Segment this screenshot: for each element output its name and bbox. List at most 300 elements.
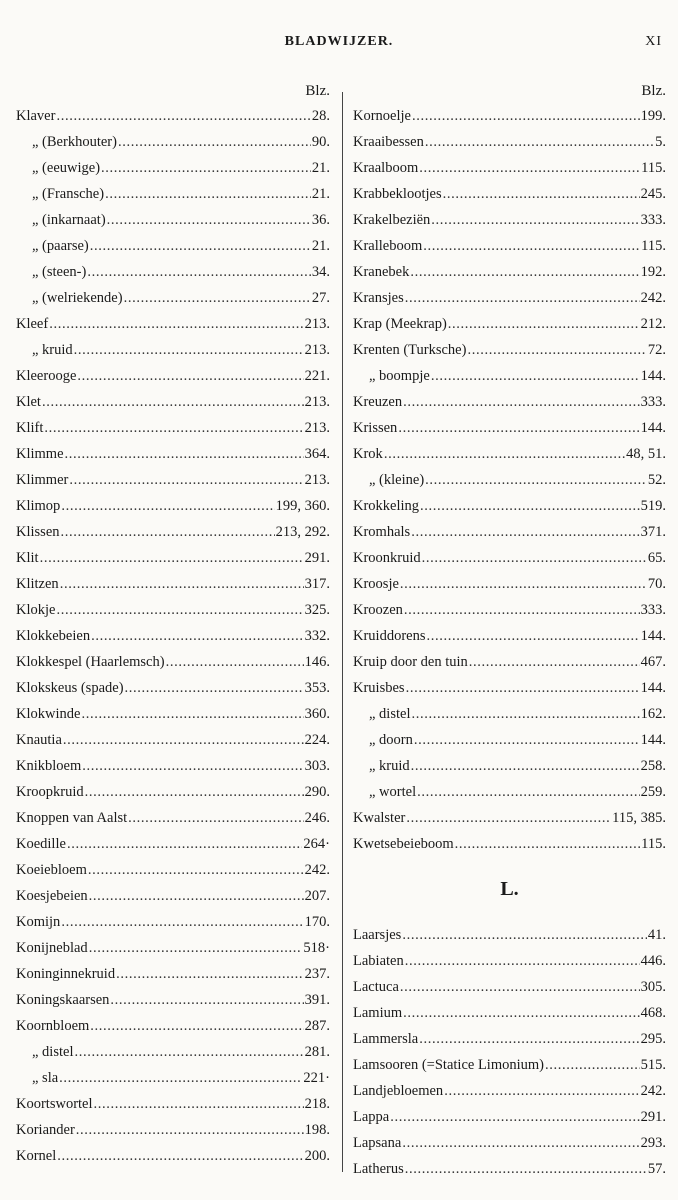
index-entry (353, 701, 666, 727)
entry-page-number: 290. (304, 784, 330, 800)
entry-name: „ (paarse) (32, 238, 89, 254)
index-entry (353, 415, 666, 441)
entry-name: „ sla (32, 1070, 59, 1086)
index-column-right (353, 79, 666, 1182)
index-entry (353, 103, 666, 129)
dot-leader (384, 441, 625, 467)
dot-leader (77, 363, 303, 389)
index-entry (353, 675, 666, 701)
dot-leader (405, 285, 640, 311)
entry-page-number: 391. (304, 992, 330, 1008)
entry-name: Kruisbes (353, 680, 405, 696)
dot-leader (469, 649, 640, 675)
index-entry (16, 155, 330, 181)
dot-leader (65, 441, 304, 467)
entry-name: „ (Fransche) (32, 186, 105, 202)
entry-page-number: 333. (640, 602, 666, 618)
entry-page-number: 192. (640, 264, 666, 280)
index-entry (16, 389, 330, 415)
dot-leader (125, 675, 304, 701)
entry-name: Klissen (16, 524, 60, 540)
entry-page-number: 144. (640, 680, 666, 696)
dot-leader (402, 1130, 639, 1156)
entry-page-number: 221. (304, 368, 330, 384)
dot-leader (59, 1065, 302, 1091)
index-entry (16, 1013, 330, 1039)
entry-page-number: 303. (304, 758, 330, 774)
entry-name: Krissen (353, 420, 398, 436)
dot-leader (40, 545, 304, 571)
entry-name: Kleerooge (16, 368, 77, 384)
dot-leader (405, 948, 640, 974)
entry-page-number: 213. (304, 394, 330, 410)
index-entry (353, 571, 666, 597)
dot-leader (403, 389, 640, 415)
index-entry (16, 701, 330, 727)
index-entry (353, 597, 666, 623)
entry-name: Klimop (16, 498, 61, 514)
dot-leader (88, 857, 304, 883)
index-entry (16, 597, 330, 623)
dot-leader (431, 207, 639, 233)
entry-name: Kwetsebeieboom (353, 836, 454, 852)
index-entry (353, 519, 666, 545)
index-entry (16, 181, 330, 207)
index-entry (16, 675, 330, 701)
index-entry (353, 805, 666, 831)
entry-page-number: 242. (304, 862, 330, 878)
index-entry (353, 207, 666, 233)
entry-name: „ distel (32, 1044, 74, 1060)
dot-leader (412, 103, 640, 129)
index-entry (353, 1000, 666, 1026)
dot-leader (427, 623, 640, 649)
index-entry (353, 779, 666, 805)
entry-name: Klaver (16, 108, 56, 124)
entry-name: Klet (16, 394, 41, 410)
dot-leader (124, 285, 311, 311)
entry-page-number: 446. (640, 953, 666, 969)
dot-leader (94, 1091, 304, 1117)
section-letter-heading: L. (500, 878, 519, 900)
dot-leader (116, 961, 304, 987)
dot-leader (85, 779, 304, 805)
index-entry (16, 311, 330, 337)
entry-page-number: 515. (640, 1057, 666, 1073)
entry-page-number: 467. (640, 654, 666, 670)
index-entry (16, 545, 330, 571)
index-entry (16, 623, 330, 649)
index-entry (16, 207, 330, 233)
index-entry (353, 181, 666, 207)
entry-page-number: 21. (311, 160, 330, 176)
index-entry (16, 779, 330, 805)
entry-name: Krok (353, 446, 383, 462)
entry-name: Konijneblad (16, 940, 88, 956)
dot-leader (443, 181, 640, 207)
entry-name: „ (inkarnaat) (32, 212, 106, 228)
index-entry (16, 831, 330, 857)
entry-page-number: 246. (304, 810, 330, 826)
entry-page-number: 28. (311, 108, 330, 124)
index-entry (353, 285, 666, 311)
entry-name: Koornbloem (16, 1018, 90, 1034)
dot-leader (101, 155, 311, 181)
index-entry (353, 1130, 666, 1156)
dot-leader (128, 805, 303, 831)
dot-leader (406, 675, 640, 701)
entry-name: Lactuca (353, 979, 399, 995)
entry-page-number: 221· (303, 1070, 330, 1086)
entry-page-number: 519. (640, 498, 666, 514)
dot-leader (411, 701, 639, 727)
entry-page-number: 36. (311, 212, 330, 228)
entry-name: Klokkebeien (16, 628, 91, 644)
dot-leader (414, 727, 640, 753)
column-header-blz: Blz. (641, 83, 666, 99)
entry-name: „ distel (369, 706, 411, 722)
dot-leader (400, 571, 647, 597)
dot-leader (49, 311, 303, 337)
dot-leader (105, 181, 311, 207)
index-entry (353, 363, 666, 389)
dot-leader (61, 493, 274, 519)
dot-leader (425, 129, 654, 155)
index-entry (353, 545, 666, 571)
entry-name: Krokkeling (353, 498, 420, 514)
entry-page-number: 333. (640, 212, 666, 228)
index-entry (353, 441, 666, 467)
entry-page-number: 264· (303, 836, 330, 852)
entry-name: Knoppen van Aalst (16, 810, 128, 826)
index-entry (16, 337, 330, 363)
entry-page-number: 213. (304, 420, 330, 436)
dot-leader (410, 259, 639, 285)
entry-page-number: 115. (641, 238, 666, 254)
entry-name: Labiaten (353, 953, 404, 969)
entry-name: „ kruid (32, 342, 73, 358)
entry-name: Kreuzen (353, 394, 403, 410)
index-entry (353, 337, 666, 363)
index-entry (353, 389, 666, 415)
dot-leader (56, 597, 303, 623)
index-entry (16, 1091, 330, 1117)
entry-name: Lamsooren (=Statice Limonium) (353, 1057, 544, 1073)
entry-page-number: 144. (640, 732, 666, 748)
entry-name: Klokkespel (Haarlemsch) (16, 654, 165, 670)
running-header-title: BLADWIJZER. (284, 34, 394, 49)
index-entry (16, 467, 330, 493)
entry-page-number: 259. (640, 784, 666, 800)
entry-page-number: 333. (640, 394, 666, 410)
entry-name: „ (kleine) (369, 472, 425, 488)
index-entry (353, 233, 666, 259)
dot-leader (82, 753, 303, 779)
entry-name: Klimme (16, 446, 64, 462)
entry-page-number: 353. (304, 680, 330, 696)
entry-name: „ boompje (369, 368, 430, 384)
entry-page-number: 115. (641, 836, 666, 852)
dot-leader (398, 415, 639, 441)
index-entry (16, 935, 330, 961)
entry-page-number: 325. (304, 602, 330, 618)
entry-name: Klitzen (16, 576, 59, 592)
entry-name: Kruip door den tuin (353, 654, 468, 670)
entry-page-number: 293. (640, 1135, 666, 1151)
dot-leader (63, 727, 304, 753)
entry-page-number: 287. (304, 1018, 330, 1034)
entry-name: „ (eeuwige) (32, 160, 101, 176)
entry-page-number: 70. (647, 576, 666, 592)
index-list-right-l (353, 922, 666, 1182)
index-entry (16, 519, 330, 545)
entry-page-number: 72. (647, 342, 666, 358)
entry-page-number: 242. (640, 1083, 666, 1099)
index-entry (16, 1143, 330, 1169)
entry-name: Lamium (353, 1005, 403, 1021)
entry-page-number: 242. (640, 290, 666, 306)
entry-page-number: 213, 292. (275, 524, 330, 540)
column-header-blz: Blz. (305, 83, 330, 99)
page-number: XI (645, 34, 662, 49)
entry-name: „ (Berkhouter) (32, 134, 117, 150)
index-entry (16, 259, 330, 285)
dot-leader (91, 623, 304, 649)
index-entry (16, 727, 330, 753)
entry-name: Knikbloem (16, 758, 82, 774)
index-entry (16, 103, 330, 129)
dot-leader (42, 389, 304, 415)
entry-page-number: 21. (311, 238, 330, 254)
dot-leader (69, 467, 303, 493)
entry-name: Komijn (16, 914, 61, 930)
entry-page-number: 291. (304, 550, 330, 566)
entry-name: Kleef (16, 316, 49, 332)
entry-page-number: 371. (640, 524, 666, 540)
entry-name: Lammersla (353, 1031, 419, 1047)
index-entry (353, 1104, 666, 1130)
entry-name: Laarsjes (353, 927, 402, 943)
entry-name: Kwalster (353, 810, 406, 826)
dot-leader (448, 311, 640, 337)
dot-leader (423, 233, 640, 259)
entry-name: Kornel (16, 1148, 57, 1164)
entry-page-number: 146. (304, 654, 330, 670)
entry-page-number: 258. (640, 758, 666, 774)
index-entry (16, 363, 330, 389)
dot-leader (61, 909, 303, 935)
entry-page-number: 27. (311, 290, 330, 306)
entry-name: Kroopkruid (16, 784, 84, 800)
entry-name: Krakelbeziën (353, 212, 431, 228)
entry-name: Krenten (Turksche) (353, 342, 467, 358)
dot-leader (419, 1026, 639, 1052)
entry-name: Kralleboom (353, 238, 423, 254)
dot-leader (76, 1117, 304, 1143)
entry-name: Kroozen (353, 602, 403, 618)
dot-leader (110, 987, 303, 1013)
entry-page-number: 170. (304, 914, 330, 930)
entry-name: Koeiebloem (16, 862, 87, 878)
index-entry (353, 1052, 666, 1078)
dot-leader (89, 883, 304, 909)
index-column-left (16, 79, 330, 1169)
entry-name: „ kruid (369, 758, 410, 774)
dot-leader (467, 337, 646, 363)
entry-name: Kranebek (353, 264, 410, 280)
entry-page-number: 207. (304, 888, 330, 904)
entry-name: Klimmer (16, 472, 69, 488)
dot-leader (60, 571, 304, 597)
entry-name: „ doorn (369, 732, 413, 748)
entry-page-number: 224. (304, 732, 330, 748)
dot-leader (406, 805, 611, 831)
entry-page-number: 199. (640, 108, 666, 124)
dot-leader (431, 363, 640, 389)
entry-name: Krabbeklootjes (353, 186, 442, 202)
entry-page-number: 48, 51. (626, 446, 666, 462)
dot-leader (107, 207, 311, 233)
entry-name: Koedille (16, 836, 66, 852)
entry-page-number: 281. (304, 1044, 330, 1060)
entry-name: Kraalboom (353, 160, 419, 176)
dot-leader (405, 1156, 647, 1182)
entry-name: Lapsana (353, 1135, 402, 1151)
entry-name: „ (steen-) (32, 264, 87, 280)
dot-leader (404, 597, 640, 623)
index-entry (16, 649, 330, 675)
index-entry (353, 623, 666, 649)
index-entry (353, 467, 666, 493)
index-entry (16, 805, 330, 831)
index-entry (16, 909, 330, 935)
index-entry (16, 857, 330, 883)
entry-page-number: 198. (304, 1122, 330, 1138)
entry-name: Koninginnekruid (16, 966, 116, 982)
dot-leader (67, 831, 302, 857)
entry-name: „ wortel (369, 784, 417, 800)
dot-leader (419, 155, 640, 181)
entry-page-number: 5. (655, 134, 666, 150)
dot-leader (402, 922, 647, 948)
index-entry (353, 311, 666, 337)
index-entry (16, 1039, 330, 1065)
entry-page-number: 213. (304, 342, 330, 358)
index-entry (353, 493, 666, 519)
entry-page-number: 21. (311, 186, 330, 202)
entry-page-number: 360. (304, 706, 330, 722)
index-entry (353, 129, 666, 155)
entry-name: Koriander (16, 1122, 75, 1138)
index-entry (353, 1026, 666, 1052)
index-entry (16, 571, 330, 597)
entry-name: Kornoelje (353, 108, 411, 124)
index-entry (353, 948, 666, 974)
dot-leader (444, 1078, 639, 1104)
entry-page-number: 144. (640, 368, 666, 384)
entry-name: Koningskaarsen (16, 992, 110, 1008)
index-entry (353, 1156, 666, 1182)
index-entry (353, 974, 666, 1000)
dot-leader (390, 1104, 639, 1130)
index-entry (353, 753, 666, 779)
index-entry (16, 493, 330, 519)
entry-page-number: 65. (647, 550, 666, 566)
dot-leader (417, 779, 640, 805)
dot-leader (118, 129, 311, 155)
index-entry (16, 1065, 330, 1091)
dot-leader (455, 831, 640, 857)
entry-page-number: 199, 360. (275, 498, 330, 514)
dot-leader (61, 519, 275, 545)
entry-page-number: 291. (640, 1109, 666, 1125)
entry-page-number: 518· (303, 940, 330, 956)
index-entry (16, 987, 330, 1013)
index-entry (353, 1078, 666, 1104)
dot-leader (56, 103, 310, 129)
entry-page-number: 144. (640, 420, 666, 436)
entry-name: Knautia (16, 732, 62, 748)
dot-leader (420, 493, 640, 519)
entry-name: Klokje (16, 602, 56, 618)
entry-name: Lappa (353, 1109, 390, 1125)
index-entry (16, 883, 330, 909)
entry-name: Klokskeus (spade) (16, 680, 124, 696)
entry-page-number: 144. (640, 628, 666, 644)
entry-page-number: 245. (640, 186, 666, 202)
index-entry (353, 155, 666, 181)
column-divider (342, 92, 343, 1172)
dot-leader (57, 1143, 303, 1169)
dot-leader (87, 259, 311, 285)
entry-page-number: 213. (304, 316, 330, 332)
dot-leader (81, 701, 303, 727)
entry-page-number: 295. (640, 1031, 666, 1047)
dot-leader (44, 415, 303, 441)
entry-name: Landjebloemen (353, 1083, 444, 1099)
entry-page-number: 57. (647, 1161, 666, 1177)
entry-page-number: 162. (640, 706, 666, 722)
entry-page-number: 90. (311, 134, 330, 150)
dot-leader (90, 233, 311, 259)
entry-name: Kroosje (353, 576, 399, 592)
entry-name: Koesjebeien (16, 888, 88, 904)
dot-leader (411, 753, 640, 779)
index-entry (16, 129, 330, 155)
entry-page-number: 468. (640, 1005, 666, 1021)
entry-name: Kraaibessen (353, 134, 424, 150)
index-list-left (16, 103, 330, 1169)
entry-page-number: 218. (304, 1096, 330, 1112)
entry-name: Kransjes (353, 290, 404, 306)
index-entry (16, 285, 330, 311)
index-entry (16, 415, 330, 441)
entry-page-number: 237. (304, 966, 330, 982)
entry-page-number: 213. (304, 472, 330, 488)
index-entry (353, 727, 666, 753)
dot-leader (166, 649, 304, 675)
entry-name: „ (welriekende) (32, 290, 123, 306)
entry-page-number: 200. (304, 1148, 330, 1164)
index-entry (16, 441, 330, 467)
entry-name: Kruiddorens (353, 628, 426, 644)
entry-name: Krap (Meekrap) (353, 316, 447, 332)
entry-page-number: 212. (640, 316, 666, 332)
entry-name: Klokwinde (16, 706, 81, 722)
index-entry (16, 961, 330, 987)
dot-leader (89, 935, 303, 961)
entry-page-number: 115, 385. (612, 810, 666, 826)
